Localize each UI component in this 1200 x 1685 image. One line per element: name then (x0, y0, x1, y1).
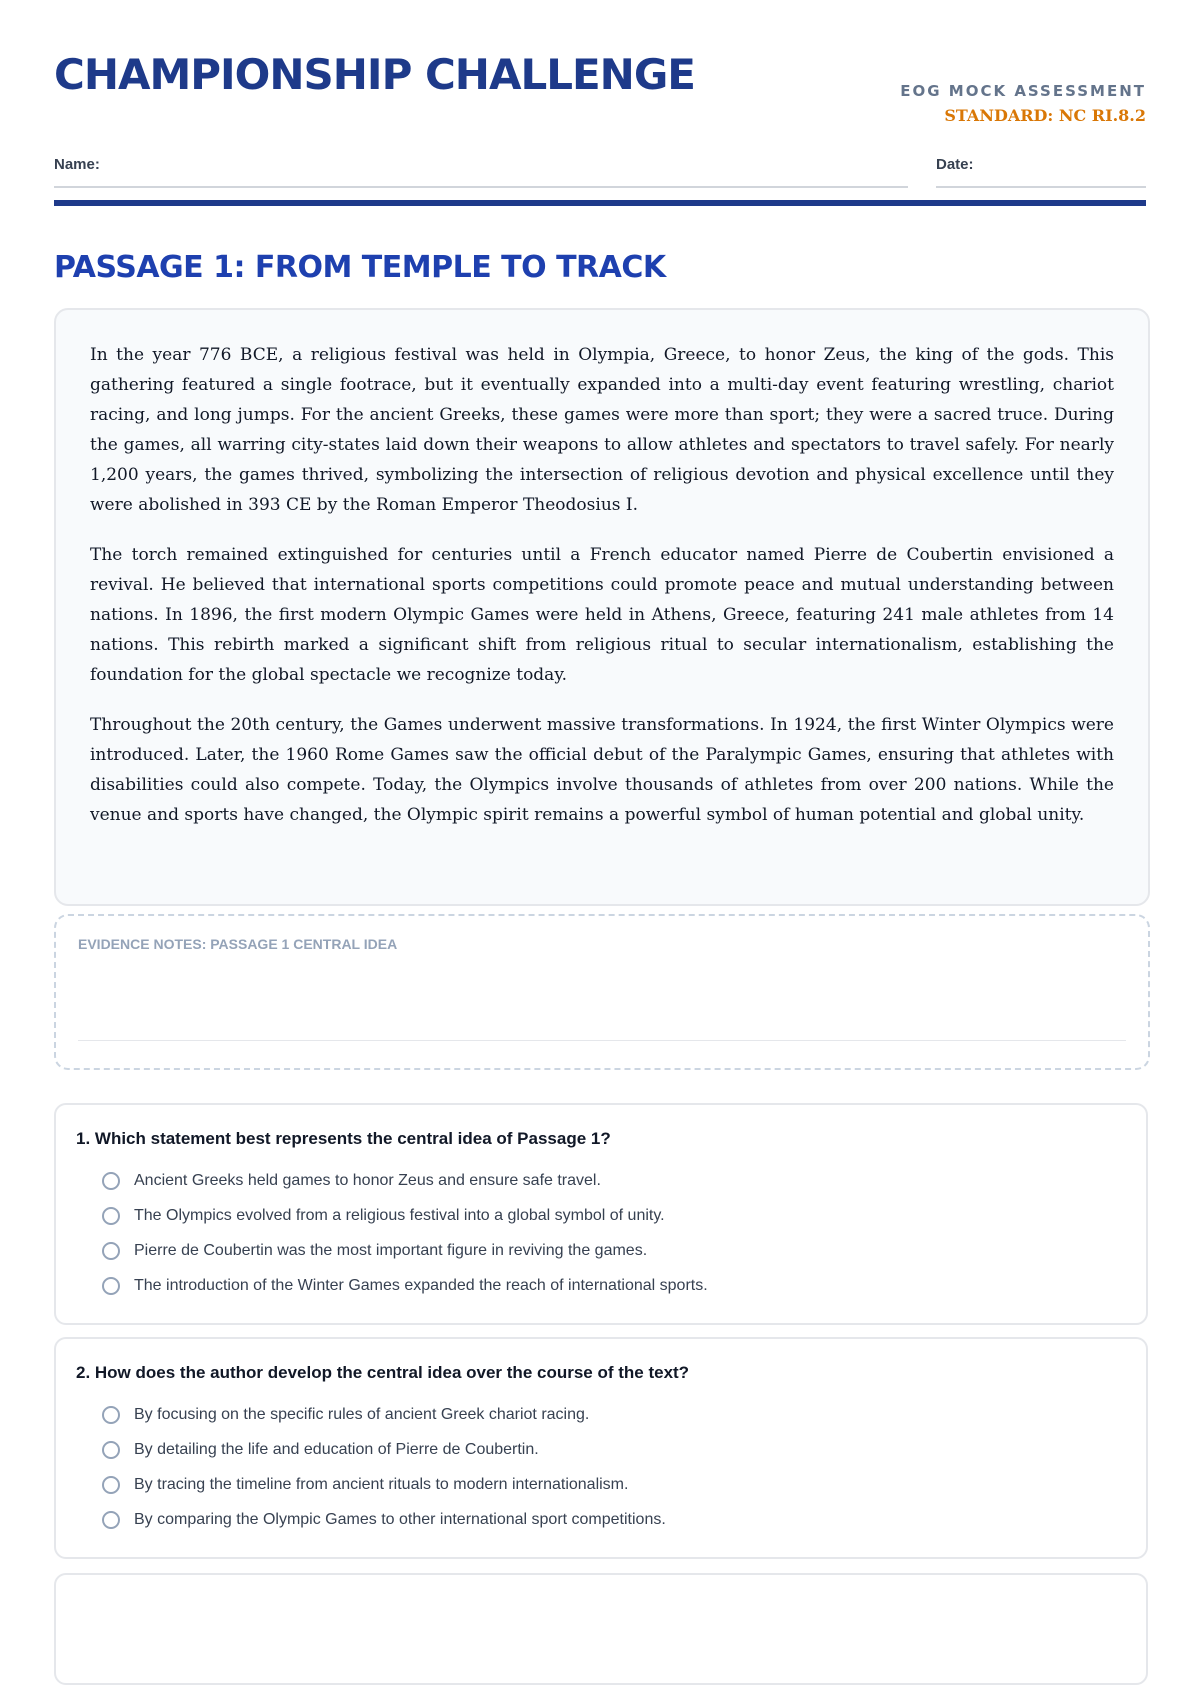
question-card-1 (54, 1103, 1148, 1325)
radio-button[interactable] (102, 1476, 120, 1494)
date-field[interactable] (936, 156, 1146, 188)
passage-paragraph: Throughout the 20th century, the Games underwent massive transformations. In 1924, the first Winter Olympics were introduced. Later, the 1960 Rome Games saw the official debut of the Paralympic Games, ensuring that athletes with disabilities could also compete. Today, the Olympics involve thousands of athletes from over 200 nations. While the venue and sports have changed, the Olympic spirit remains a powerful symbol of human potential and global unity. (90, 715, 1114, 825)
passage-paragraph: In the year 776 BCE, a religious festival was held in Olympia, Greece, to honor Zeus, the king of the gods. This gathering featured a single footrace, but it eventually expanded into a multi-day event featuring wrestling, chariot racing, and long jumps. For the ancient Greeks, these games were more than sport; they were a sacred truce. During the games, all warring city-states laid down their weapons to allow athletes and spectators to travel safely. For nearly 1,200 years, the games thrived, symbolizing the intersection of religious devotion and physical excellence until they were abolished in 393 CE by the Roman Emperor Theodosius I. (90, 345, 1114, 515)
radio-button[interactable] (102, 1242, 120, 1260)
radio-button[interactable] (102, 1207, 120, 1225)
passage-title: PASSAGE 1: FROM TEMPLE TO TRACK (54, 250, 666, 285)
question-text: 2. How does the author develop the central idea over the course of the text? (76, 1363, 690, 1382)
answer-option-text: The introduction of the Winter Games expanded the reach of international sports. (134, 1276, 708, 1294)
answer-option[interactable] (102, 1268, 1126, 1303)
passage-paragraph: The torch remained extinguished for centuries until a French educator named Pierre de Coubertin envisioned a revival. He believed that international sports competitions could promote peace and mutual understanding between nations. In 1896, the first modern Olympic Games were held in Athens, Greece, featuring 241 male athletes from 14 nations. This rebirth marked a significant shift from religious ritual to secular internationalism, establishing the foundation for the global spectacle we recognize today. (90, 545, 1114, 685)
assessment-subtitle: EOG MOCK ASSESSMENT (900, 82, 1146, 100)
radio-button[interactable] (102, 1277, 120, 1295)
assessment-meta (900, 82, 1146, 125)
name-label: Name: (54, 156, 100, 173)
notes-writing-line (78, 1040, 1126, 1041)
radio-button[interactable] (102, 1441, 120, 1459)
passage-box (54, 308, 1150, 906)
answer-option-text: The Olympics evolved from a religious festival into a global symbol of unity. (134, 1206, 665, 1224)
header-divider (54, 200, 1146, 206)
answer-option-text: Pierre de Coubertin was the most important figure in reviving the games. (134, 1241, 648, 1259)
answer-option[interactable] (102, 1163, 1126, 1198)
question-card-2 (54, 1337, 1148, 1559)
evidence-notes-label: EVIDENCE NOTES: PASSAGE 1 CENTRAL IDEA (78, 936, 398, 952)
answer-option[interactable] (102, 1397, 1126, 1432)
answer-option-text: By tracing the timeline from ancient rituals to modern internationalism. (134, 1475, 629, 1493)
answer-option-text: Ancient Greeks held games to honor Zeus and ensure safe travel. (134, 1171, 601, 1189)
radio-button[interactable] (102, 1511, 120, 1529)
answer-option[interactable] (102, 1233, 1126, 1268)
answer-option[interactable] (102, 1432, 1126, 1467)
date-label: Date: (936, 156, 974, 173)
question-card-3 (54, 1573, 1148, 1685)
answer-option-text: By comparing the Olympic Games to other international sport competitions. (134, 1510, 666, 1528)
question-text: 1. Which statement best represents the central idea of Passage 1? (76, 1129, 611, 1148)
answer-option[interactable] (102, 1467, 1126, 1502)
radio-button[interactable] (102, 1172, 120, 1190)
radio-button[interactable] (102, 1406, 120, 1424)
name-field[interactable] (54, 156, 908, 188)
standard-label: STANDARD: NC RI.8.2 (944, 106, 1146, 125)
answer-option-text: By focusing on the specific rules of ancient Greek chariot racing. (134, 1405, 590, 1423)
answer-option[interactable] (102, 1198, 1126, 1233)
answer-option-text: By detailing the life and education of Pierre de Coubertin. (134, 1440, 539, 1458)
worksheet-title: CHAMPIONSHIP CHALLENGE (54, 50, 695, 99)
answer-option[interactable] (102, 1502, 1126, 1537)
evidence-notes-box[interactable] (54, 914, 1150, 1070)
